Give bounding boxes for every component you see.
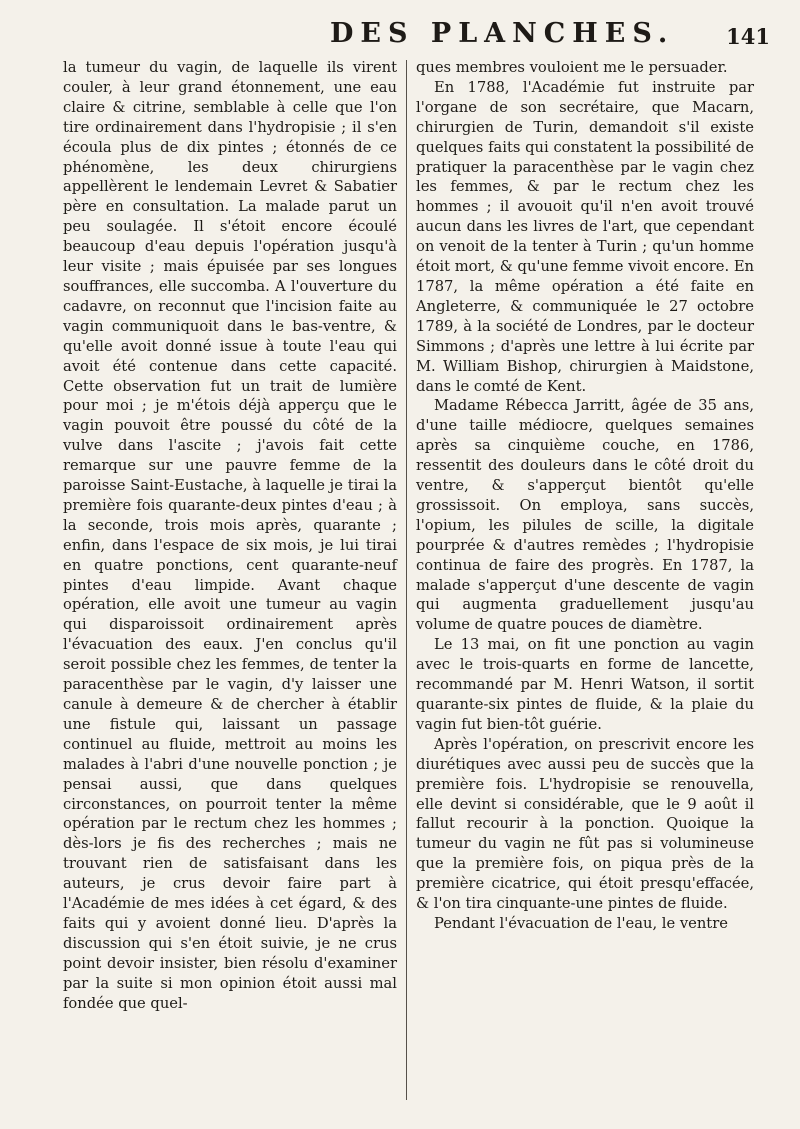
running-title: DES PLANCHES. — [330, 18, 675, 49]
right-paragraph-1: ques membres vouloient me le persuader. — [416, 59, 728, 76]
right-paragraph-2: En 1788, l'Académie fut instruite par l'organe de son secrétaire, que Macarn, chirurgien de Turin, demandoit s'il existe quelques faits qui constatent la possibilité de pratiquer la paracenthèse par le vagin chez les femmes, & par le rectum chez les hommes ; il avouoit qu'il n'en avoit trouvé aucun dans les livres de l'art, que cependant on venoit de la tenter à Turin ; qu'un homme étoit mort, & qu'une femme vivoit encore. En 1787, la même opération a été faite en Angleterre, & communiquée le 27 octobre 1789, à la société de Londres, par le docteur Simmons ; d'après une lettre à lui écrite par M. William Bishop, chirurgien à Maidstone, dans le comté de Kent. — [416, 78, 754, 395]
page-number: 141 — [726, 24, 770, 49]
right-paragraph-3: Madame Rébecca Jarritt, âgée de 35 ans, d'une taille médiocre, quelques semaines après sa cinquième couche, en 1786, ressentit des douleurs dans le côté droit du ventre, & s'apperçut bientôt qu'elle grossissoit. On employa, sans succès, l'opium, les pilules de scille, la digitale pourprée & d'autres remèdes ; l'hydropisie continua de faire des progrès. En 1787, la malade s'apperçut d'une descente de vagin qui augmenta graduellement jusqu'au volume de quatre pouces de diamètre. — [416, 397, 754, 634]
right-column — [416, 58, 754, 934]
right-paragraph-5: Après l'opération, on prescrivit encore les diurétiques avec aussi peu de succès que la première fois. L'hydropisie se renouvella, elle devint si considérable, que le 9 août il fallut recourir à la ponction. Quoique la tumeur du vagin ne fût pas si volumineuse que la première fois, on piqua près de la première cicatrice, qui étoit presqu'effacée, & l'on tira cinquante-une pintes de fluide. — [416, 735, 754, 913]
left-paragraph-1: la tumeur du vagin, de laquelle ils virent couler, à leur grand étonnement, une eau claire & citrine, semblable à celle que l'on tire ordinairement dans l'hydropisie ; il s'en écoula plus de dix pintes ; étonnés de ce phénomène, les deux chirurgiens appellèrent le lendemain Levret & Sabatier père en consultation. La malade parut un peu soulagée. Il s'étoit encore écoulé beaucoup d'eau depuis l'opération jusqu'à leur visite ; mais épuisée par ses longues souffrances, elle succomba. A l'ouverture du cadavre, on reconnut que l'incision faite au vagin communiquoit dans le bas-ventre, & qu'elle avoit donné issue à toute l'eau qui avoit été contenue dans cette capacité. Cette observation fut un trait de lumière pour moi ; je m'étois déjà apperçu que le vagin pouvoit être poussé du côté de la vulve dans l'ascite ; j'avois fait cette remarque sur une pauvre femme de la paroisse Saint-Eustache, à laquelle je tirai la première fois quarante-deux pintes d'eau ; à la seconde, trois mois après, quarante ; enfin, dans l'espace de six mois, je lui tirai en quatre ponctions, cent quarante-neuf pintes d'eau limpide. Avant chaque opération, elle avoit une tumeur au vagin qui disparoissoit ordinairement après l'évacuation des eaux. J'en conclus qu'il seroit possible chez les femmes, de tenter la paracenthèse par le vagin, d'y laisser une canule à demeure & de chercher à établir une fistule qui, laissant un passage continuel au fluide, mettroit au moins les malades à l'abri d'une nouvelle ponction ; je pensai aussi, que dans quelques circonstances, on pourroit tenter la même opération par le rectum chez les hommes ; dès-lors je fis des recherches ; mais ne trouvant rien de satisfaisant dans les auteurs, je crus devoir faire part à l'Académie de mes idées à cet égard, & des faits qui y avoient donné lieu. D'après la discussion qui s'en étoit suivie, je ne crus point devoir insister, bien résolu d'examiner par la suite si mon opinion étoit aussi mal fondée que quel- — [63, 59, 397, 1012]
right-paragraph-6: Pendant l'évacuation de l'eau, le ventre — [434, 914, 728, 932]
column-divider — [406, 60, 407, 1100]
right-paragraph-4: Le 13 mai, on fit une ponction au vagin avec le trois-quarts en forme de lancette, recommandé par M. Henri Watson, il sortit quarante-six pintes de fluide, & la plaie du vagin fut bien-tôt guérie. — [416, 636, 754, 733]
left-column — [63, 58, 397, 1014]
page-header — [330, 18, 770, 54]
